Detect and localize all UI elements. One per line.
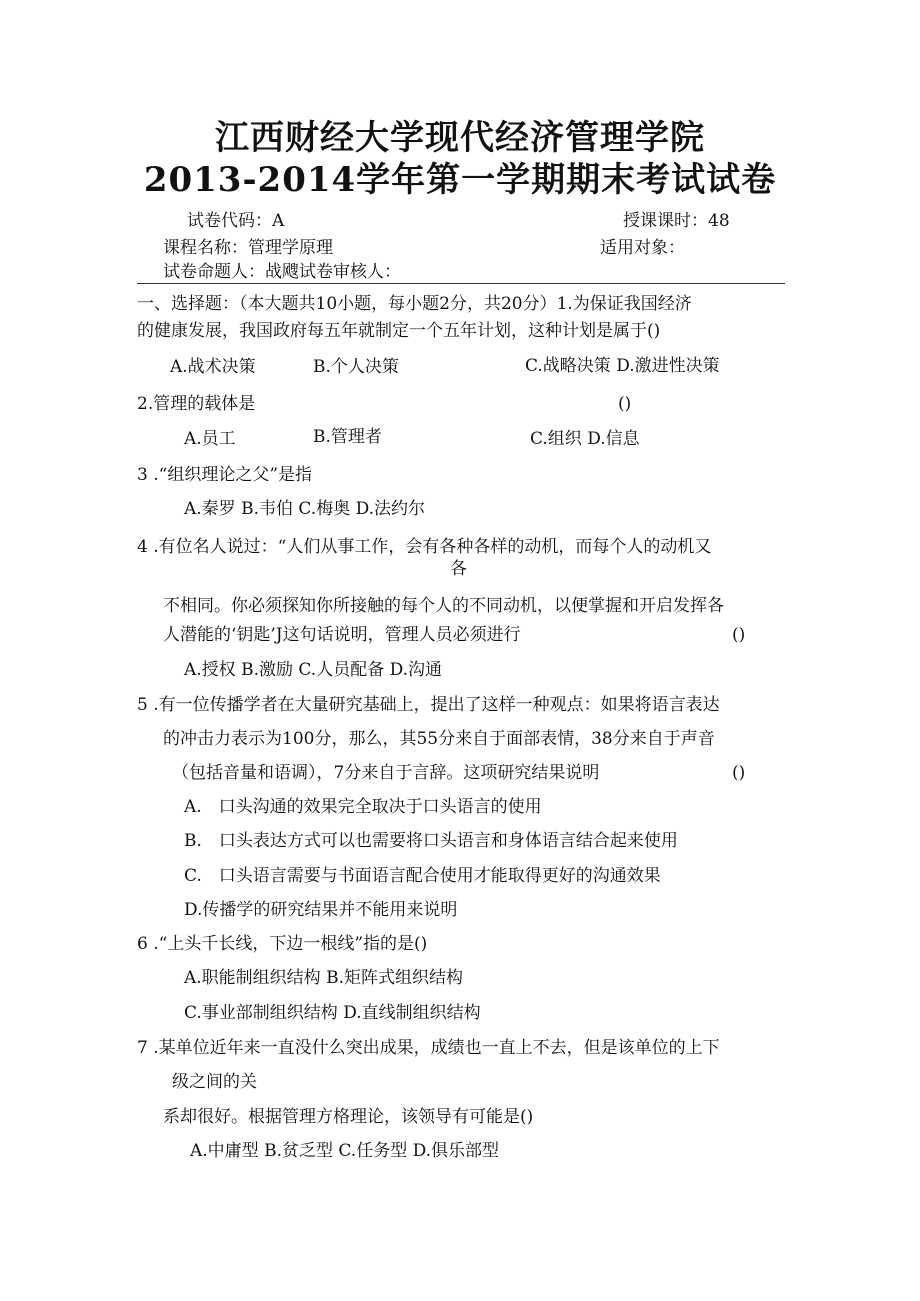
q4-line3: 人潜能的‘钥匙’J这句话说明，管理人员必须进行 [163, 625, 521, 645]
q5-line2: 的冲击力表示为100分，那么，其55分来自于面部表情，38分来自于声音 [163, 729, 715, 749]
q1-option-b: B.个人决策 [313, 357, 399, 377]
section-intro-line2: 的健康发展，我国政府每五年就制定一个五年计划，这种计划是属于() [137, 321, 661, 341]
q2-option-a: A.员工 [184, 429, 236, 449]
header-divider [137, 283, 785, 284]
q1-option-a: A.战术决策 [170, 357, 256, 377]
q5-line3: （包括音量和语调），7分来自于言辞。这项研究结果说明 [172, 763, 600, 783]
q3-stem: 3 .“组织理论之父”是指 [137, 465, 313, 485]
q3-options: A.秦罗 B.韦伯 C.梅奥 D.法约尔 [184, 499, 426, 519]
exam-title: 2013-2014学年第一学期期末考试试卷 [143, 160, 777, 200]
q1-option-cd: C.战略决策 D.激进性决策 [525, 356, 720, 376]
q6-options-cd: C.事业部制组织结构 D.直线制组织结构 [184, 1003, 481, 1023]
q2-option-cd: C.组织 D.信息 [530, 429, 640, 449]
q5-line1: 5 .有一位传播学者在大量研究基础上，提出了这样一种观点：如果将语言表达 [137, 695, 720, 715]
q7-options: A.中庸型 B.贫乏型 C.任务型 D.俱乐部型 [190, 1141, 500, 1161]
course-name: 课程名称：管理学原理 [163, 238, 333, 258]
q6-stem: 6 .“上头千长线，下边一根线”指的是() [137, 934, 428, 954]
q2-option-b: B.管理者 [313, 427, 382, 447]
q7-line1-wrap: 级之间的关 [172, 1072, 257, 1092]
q2-answer-blank: () [618, 394, 632, 414]
paper-authors: 试卷命题人：战飕试卷审核人： [163, 262, 401, 282]
q5-answer-blank: () [732, 763, 746, 783]
q2-stem: 2.管理的载体是 [137, 394, 256, 414]
q5-option-c: C. 口头语言需要与书面语言配合使用才能取得更好的沟通效果 [184, 866, 661, 886]
paper-code: 试卷代码：A [187, 211, 285, 231]
section-intro-line1: 一、选择题：（本大题共10小题，每小题2分，共20分）1.为保证我国经济 [137, 294, 692, 314]
q5-option-d: D.传播学的研究结果并不能用来说明 [184, 900, 458, 920]
q4-line2: 不相同。你必须探知你所接触的每个人的不同动机，以便掌握和开启发挥各 [163, 596, 724, 616]
q7-line2: 系却很好。根据管理方格理论，该领导有可能是() [163, 1107, 534, 1127]
q5-option-a: A. 口头沟通的效果完全取决于口头语言的使用 [184, 797, 542, 817]
q7-line1: 7 .某单位近年来一直没什么突出成果，成绩也一直上不去，但是该单位的上下 [137, 1038, 720, 1058]
q6-options-ab: A.职能制组织结构 B.矩阵式组织结构 [184, 968, 463, 988]
q5-option-b: B. 口头表达方式可以也需要将口头语言和身体语言结合起来使用 [184, 831, 678, 851]
q4-line1: 4 .有位名人说过：“人们从事工作，会有各种各样的动机，而每个人的动机又 [137, 537, 712, 557]
q4-answer-blank: () [732, 625, 746, 645]
target-audience: 适用对象： [600, 238, 685, 258]
school-title: 江西财经大学现代经济管理学院 [215, 118, 705, 158]
q4-options: A.授权 B.激励 C.人员配备 D.沟通 [184, 660, 443, 680]
class-hours: 授课课时：48 [623, 211, 730, 231]
q4-line1-wrap: 各 [450, 559, 467, 579]
